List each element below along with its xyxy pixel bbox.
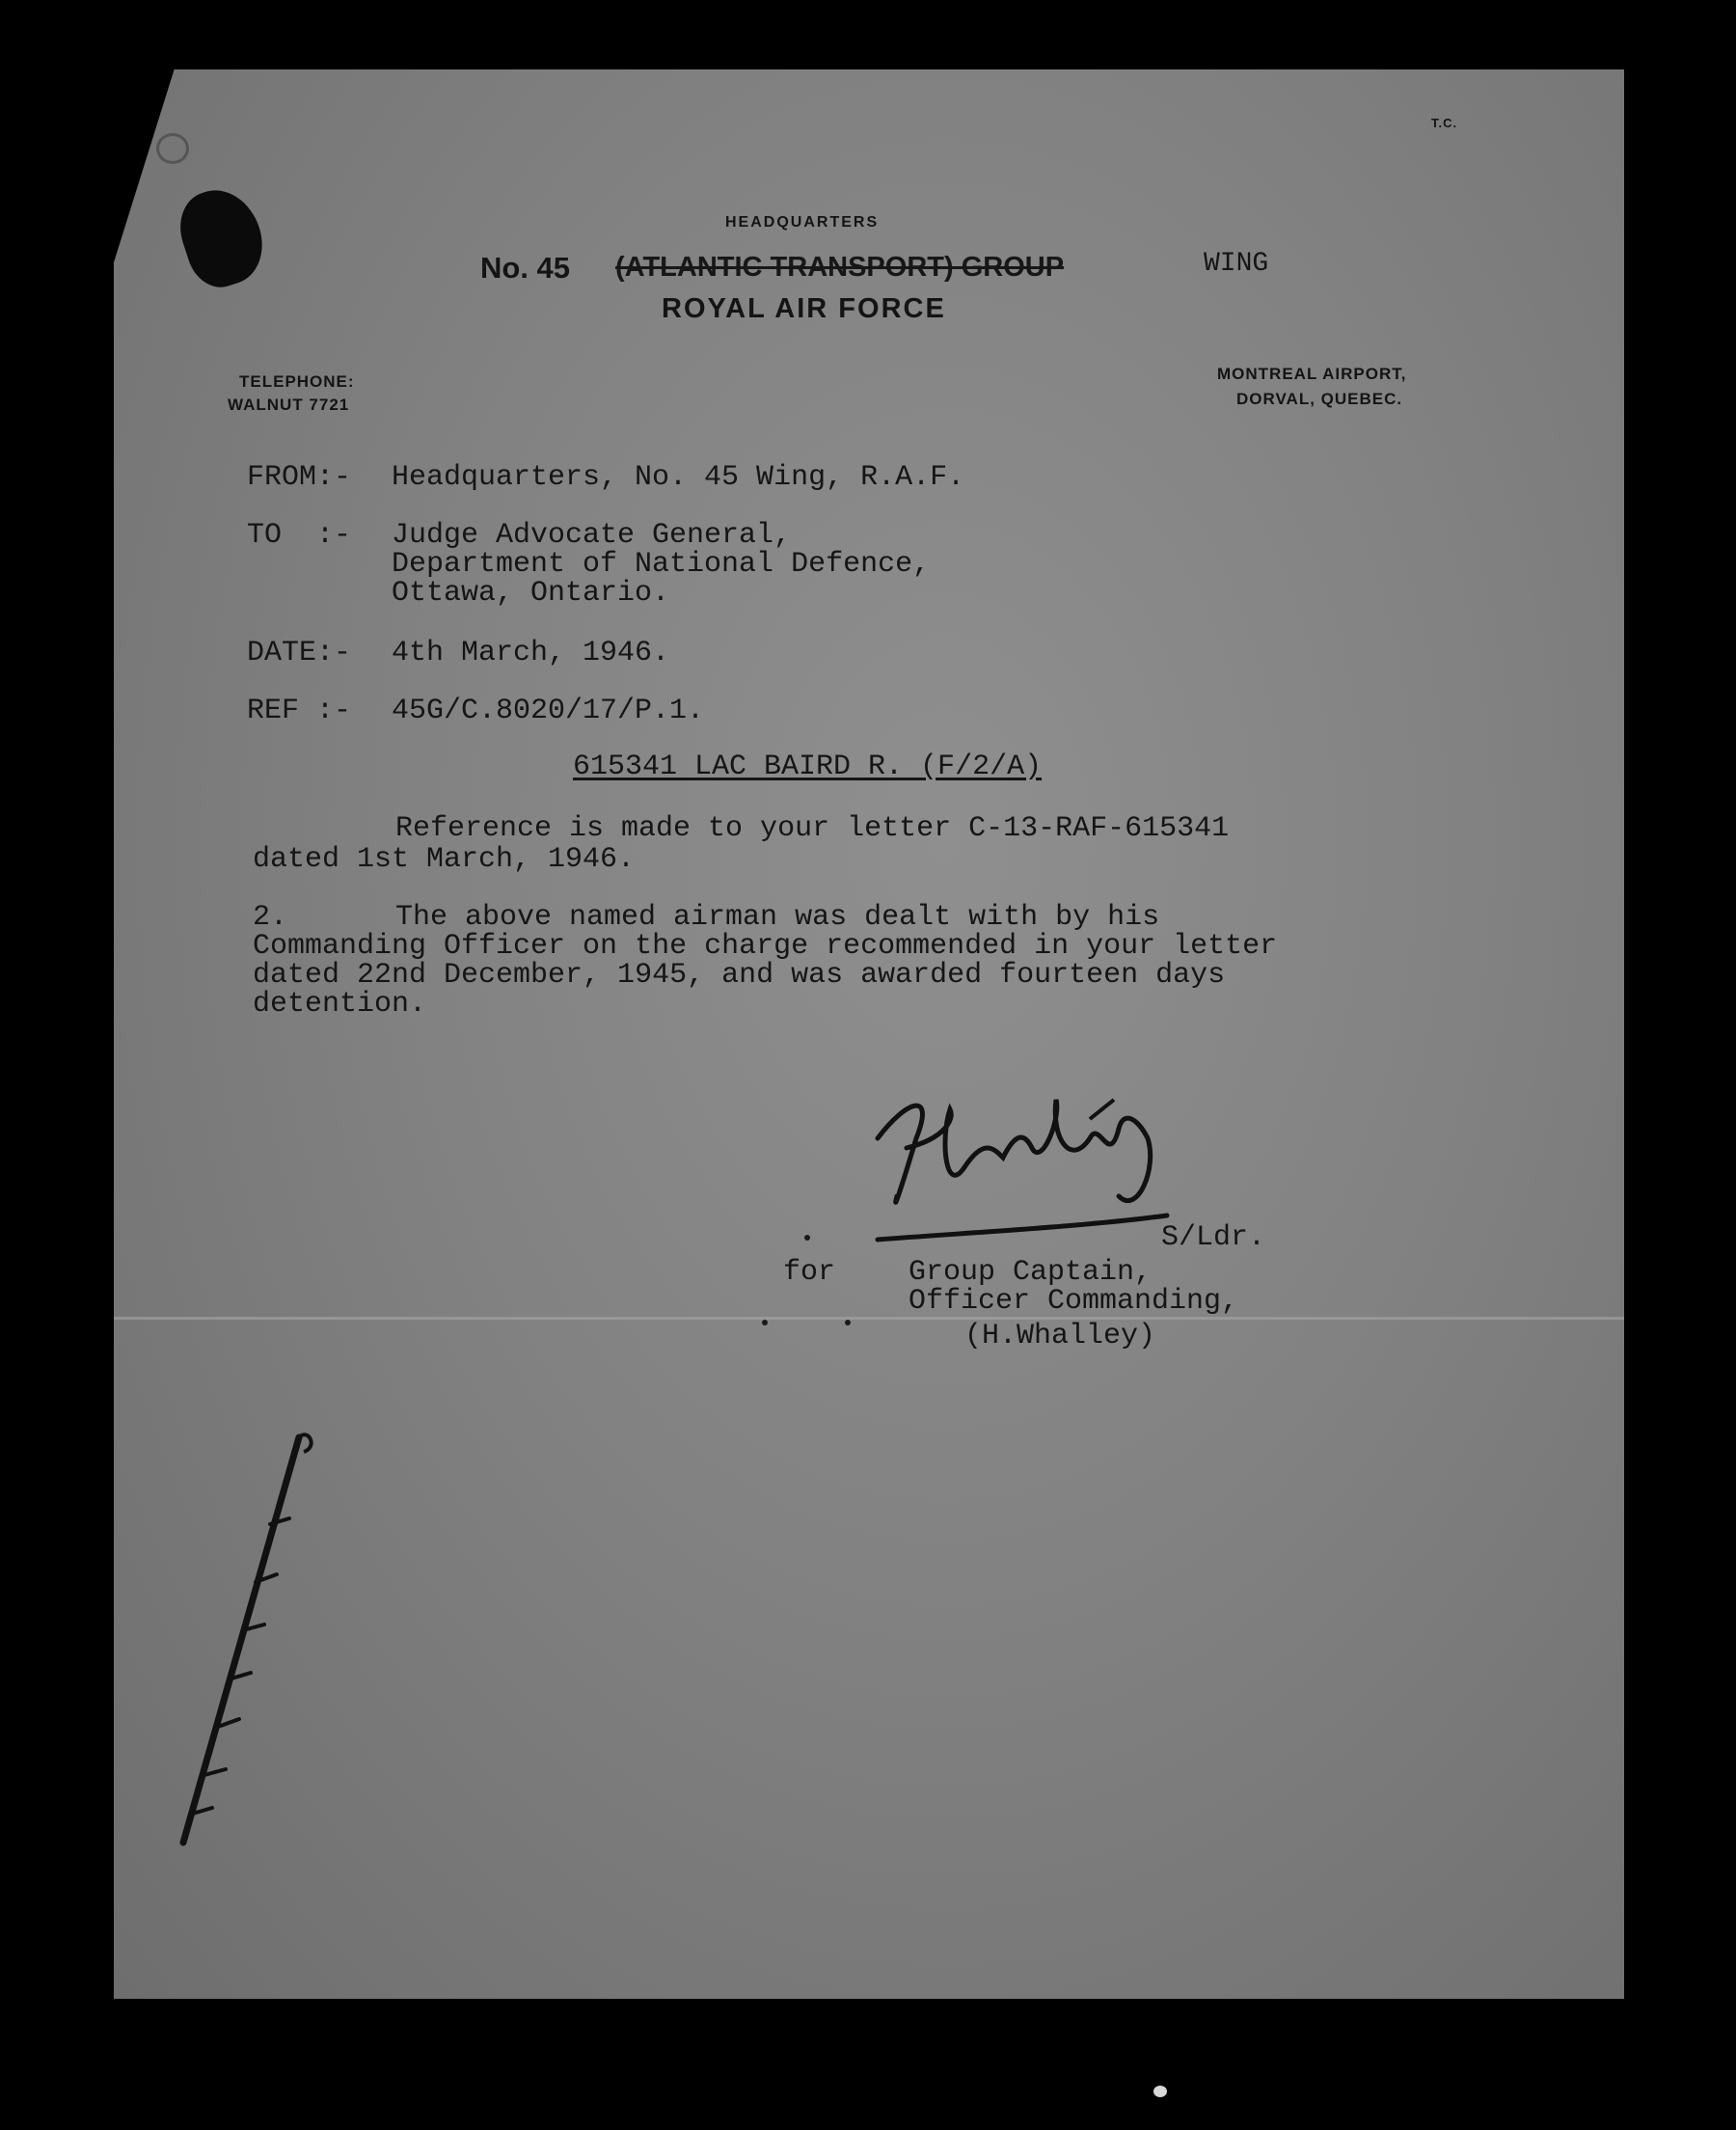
ref-value: 45G/C.8020/17/P.1. xyxy=(392,695,705,727)
paragraph2-line2: Commanding Officer on the charge recommended in your letter xyxy=(253,930,1278,963)
ref-label: REF :- xyxy=(247,695,352,727)
letterhead-service: ROYAL AIR FORCE xyxy=(662,293,946,324)
signature-name: (H.Whalley) xyxy=(964,1320,1156,1352)
date-label: DATE:- xyxy=(247,637,352,669)
document-sheet xyxy=(114,69,1624,1999)
signature-title-line2: Officer Commanding, xyxy=(909,1285,1239,1318)
margin-pencil-mark xyxy=(154,1428,328,1852)
to-line2: Department of National Defence, xyxy=(392,548,931,581)
signature-title-line1: Group Captain, xyxy=(909,1256,1153,1289)
signature-rank: S/Ldr. xyxy=(1161,1221,1266,1254)
date-value: 4th March, 1946. xyxy=(392,637,670,669)
telephone-label: TELEPHONE: xyxy=(239,372,355,391)
ink-dot xyxy=(845,1320,851,1325)
paragraph2-line3: dated 22nd December, 1945, and was awarded fourteen days xyxy=(253,959,1226,992)
subject-line: 615341 LAC BAIRD R. (F/2/A) xyxy=(573,751,1043,783)
paragraph1-line1: Reference is made to your letter C-13-RAF-615341 xyxy=(395,812,1230,845)
to-line1: Judge Advocate General, xyxy=(392,519,792,552)
signature-for: for xyxy=(783,1256,836,1289)
paragraph2-line4: detention. xyxy=(253,988,427,1021)
letterhead-wing: WING xyxy=(1204,249,1269,279)
to-line3: Ottawa, Ontario. xyxy=(392,577,670,610)
ink-dot xyxy=(762,1320,768,1325)
handwritten-signature xyxy=(849,1080,1215,1254)
to-label: TO :- xyxy=(247,519,352,552)
letterhead-headquarters: HEADQUARTERS xyxy=(725,214,880,231)
corner-mark: T.C. xyxy=(1431,116,1458,130)
address-line1: MONTREAL AIRPORT, xyxy=(1217,365,1407,383)
from-value: Headquarters, No. 45 Wing, R.A.F. xyxy=(392,461,965,494)
address-line2: DORVAL, QUEBEC. xyxy=(1236,390,1403,408)
paper-fold-crease xyxy=(114,1317,1624,1320)
paragraph1-line2: dated 1st March, 1946. xyxy=(253,843,636,876)
letterhead-unit-number: No. 45 xyxy=(480,251,571,285)
staple-ring-mark xyxy=(156,133,189,164)
telephone-number: WALNUT 7721 xyxy=(228,396,350,414)
letterhead-struck-group: (ATLANTIC TRANSPORT) GROUP xyxy=(615,252,1065,283)
from-label: FROM:- xyxy=(247,461,352,494)
ink-dot xyxy=(804,1235,810,1241)
paragraph2-number: 2. xyxy=(253,901,288,934)
paragraph2-line1: The above named airman was dealt with by his xyxy=(395,901,1160,934)
scan-speck xyxy=(1153,2086,1167,2097)
